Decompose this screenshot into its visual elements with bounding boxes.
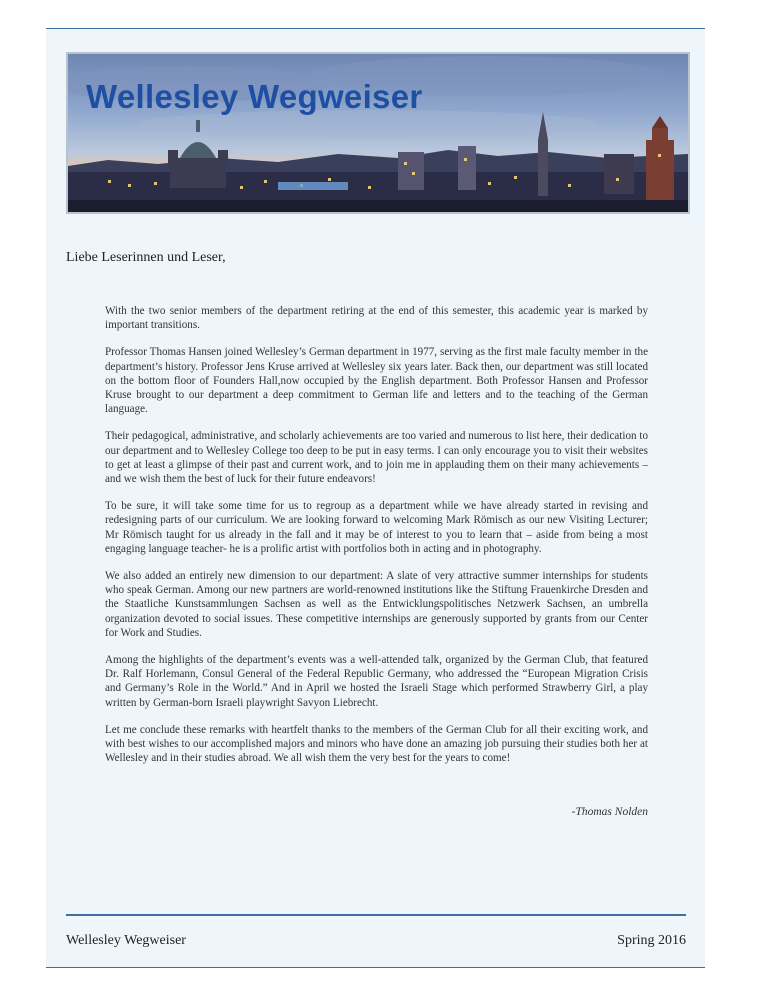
paragraph: To be sure, it will take some time for us to regroup as a department while we have already started in revising and redesigning parts of our curriculum. We are looking forward to welcoming Mark Römisch as our new Visiting Lecturer; Mr Römisch taught for us already in the fall and it may be of interest to you to learn that – aside from being a most engaging language teacher- he is a prolific artist with portfolios both in acting and in photography.: [105, 500, 648, 555]
paragraph: Let me conclude these remarks with heartfelt thanks to the members of the German Club for all their exciting work, and with best wishes to our accomplished majors and minors who have done an amazing job pursuing their studies both her at Wellesley and in their studies abroad. We all wish them the very best for the years to come!: [105, 723, 648, 765]
greeting: Liebe Leserinnen und Leser,: [66, 250, 226, 265]
signature: -Thomas Nolden: [571, 806, 648, 818]
header-banner: [66, 52, 690, 214]
top-rule: [46, 28, 705, 29]
paragraph: Among the highlights of the department’s events was a well-attended talk, organized by the German Club, that featured Dr. Ralf Horlemann, Consul General of the Federal Republic Germany, who addressed the “European Migration Crisis and Germany’s Role in the World.” And in April we hosted the Israeli Stage which performed Strawberry Girl, a play written by German-born Israeli playwright Savyon Liebrecht.: [105, 654, 648, 709]
paragraph: Professor Thomas Hansen joined Wellesley’s German department in 1977, serving as the first male faculty member in the department’s history. Professor Jens Kruse arrived at Wellesley six years later. Back then, our department was still located on the bottom floor of Founders Hall,now occupied by the English department. Both Professor Hansen and Professor Kruse brought to our department a deep commitment to German life and letters and to the teaching of the German language.: [105, 346, 648, 416]
paragraph: With the two senior members of the department retiring at the end of this semester, this academic year is marked by important transitions.: [105, 305, 648, 332]
footer-publication-name: Wellesley Wegweiser: [66, 933, 186, 948]
paragraph: Their pedagogical, administrative, and scholarly achievements are too varied and numerous to list here, their dedication to our department and to Wellesley College too deep to be put in easy terms. I can only encourage you to visit their websites to get at least a glimpse of their past and current work, and to join me in applauding them on their many achievements – and we wish them the best of luck for their future endeavors!: [105, 430, 648, 486]
bottom-rule: [46, 967, 705, 968]
footer-issue-date: Spring 2016: [617, 933, 686, 948]
paragraph: We also added an entirely new dimension to our department: A slate of very attractive summer internships for students who speak German. Among our new partners are world-renowned institutions like the Stiftung Frauenkirche Dresden and the Staatliche Kunstsammlungen Sachsen as well as the Entwicklungspolitisches Netzwerk Sachsen, an umbrella organization devoted to social issues. These competitive internships are generously supported by grants from our Center for Work and Studies.: [105, 570, 648, 639]
banner-title: Wellesley Wegweiser: [86, 78, 423, 115]
footer-rule: [66, 914, 686, 916]
letter-body: [105, 304, 648, 778]
